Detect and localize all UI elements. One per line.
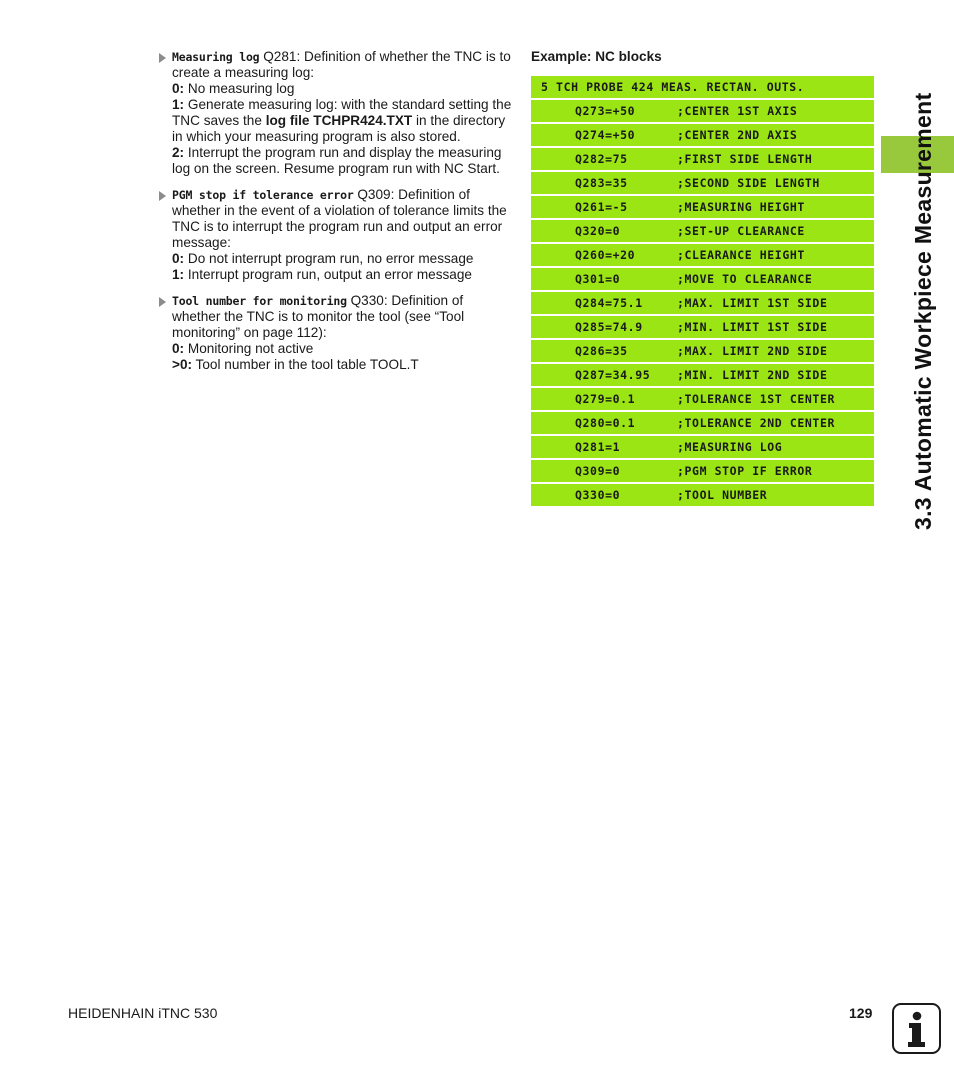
nc-block-row	[531, 100, 874, 122]
nc-comment: ;MOVE TO CLEARANCE	[677, 272, 813, 286]
param-measuring-log	[159, 49, 515, 177]
nc-block-row	[531, 388, 874, 410]
nc-block-row	[531, 220, 874, 242]
param-tool-monitoring	[159, 293, 515, 373]
nc-header-text: 5 TCH PROBE 424 MEAS. RECTAN. OUTS.	[541, 80, 805, 94]
nc-comment: ;TOLERANCE 1ST CENTER	[677, 392, 835, 406]
nc-comment: ;CLEARANCE HEIGHT	[677, 248, 805, 262]
nc-q-value: Q301=0	[575, 272, 621, 286]
param-pgm-stop	[159, 187, 515, 283]
parameter-list	[159, 49, 515, 383]
option-key: 2:	[172, 145, 185, 160]
nc-q-value: Q284=75.1	[575, 296, 643, 310]
nc-q-value: Q285=74.9	[575, 320, 643, 334]
nc-block-row	[531, 340, 874, 362]
bullet-arrow-icon	[159, 297, 166, 307]
nc-comment: ;SET-UP CLEARANCE	[677, 224, 805, 238]
nc-block-header	[531, 76, 874, 98]
nc-block-row	[531, 244, 874, 266]
option-text: Interrupt the program run and display the measuring log on the screen. Resume program run with NC Start.	[172, 145, 502, 176]
option-text: Tool number in the tool table TOOL.T	[192, 357, 419, 372]
nc-comment: ;FIRST SIDE LENGTH	[677, 152, 813, 166]
nc-comment: ;MAX. LIMIT 1ST SIDE	[677, 296, 828, 310]
nc-q-value: Q273=+50	[575, 104, 636, 118]
param-intro: Q309: Definition of whether in the event of a violation of tolerance limits the TNC is to interrupt the program run and output an error message:	[172, 187, 507, 250]
nc-block-row	[531, 460, 874, 482]
example-title: Example: NC blocks	[531, 49, 662, 64]
example-section	[531, 49, 874, 508]
option-text: Generate measuring log: with the standard setting the TNC saves the	[172, 97, 512, 128]
nc-block-row	[531, 436, 874, 458]
option-key: 1:	[172, 97, 185, 112]
nc-q-value: Q282=75	[575, 152, 628, 166]
option-key: >0:	[172, 357, 193, 372]
option-bold-text: log file TCHPR424.TXT	[265, 113, 413, 128]
option-key: 1:	[172, 267, 185, 282]
nc-block-row	[531, 412, 874, 434]
nc-block-row	[531, 124, 874, 146]
nc-comment: ;MIN. LIMIT 1ST SIDE	[677, 320, 828, 334]
nc-block-row	[531, 196, 874, 218]
option-text: No measuring log	[184, 81, 295, 96]
nc-block-row	[531, 268, 874, 290]
nc-comment: ;SECOND SIDE LENGTH	[677, 176, 820, 190]
page-number: 129	[849, 1005, 873, 1021]
nc-comment: ;MIN. LIMIT 2ND SIDE	[677, 368, 828, 382]
param-keyword: Tool number for monitoring	[172, 294, 347, 308]
option-key: 0:	[172, 251, 185, 266]
param-keyword: Measuring log	[172, 50, 260, 64]
nc-q-value: Q309=0	[575, 464, 621, 478]
nc-q-value: Q280=0.1	[575, 416, 636, 430]
nc-q-value: Q320=0	[575, 224, 621, 238]
nc-comment: ;TOLERANCE 2ND CENTER	[677, 416, 835, 430]
nc-q-value: Q286=35	[575, 344, 628, 358]
nc-comment: ;PGM STOP IF ERROR	[677, 464, 813, 478]
nc-q-value: Q281=1	[575, 440, 621, 454]
nc-q-value: Q261=-5	[575, 200, 628, 214]
bullet-arrow-icon	[159, 191, 166, 201]
footer-product-name: HEIDENHAIN iTNC 530	[68, 1005, 218, 1021]
option-text: Do not interrupt program run, no error message	[184, 251, 474, 266]
option-text-after: in the directory in which your measuring program is also stored.	[172, 113, 506, 144]
bullet-arrow-icon	[159, 53, 166, 63]
nc-block-row	[531, 364, 874, 386]
nc-q-value: Q287=34.95	[575, 368, 651, 382]
section-title: 3.3 Automatic Workpiece Measurement	[910, 92, 936, 530]
option-key: 0:	[172, 341, 185, 356]
nc-comment: ;CENTER 2ND AXIS	[677, 128, 798, 142]
nc-block-row	[531, 316, 874, 338]
nc-block-row	[531, 292, 874, 314]
nc-comment: ;CENTER 1ST AXIS	[677, 104, 798, 118]
nc-comment: ;TOOL NUMBER	[677, 488, 768, 502]
info-icon	[892, 1003, 941, 1054]
nc-comment: ;MEASURING LOG	[677, 440, 783, 454]
param-intro: Q281: Definition of whether the TNC is to create a measuring log:	[172, 49, 511, 80]
param-intro: Q330: Definition of whether the TNC is to monitor the tool (see “Tool monitoring” on page 112):	[172, 293, 465, 340]
nc-q-value: Q330=0	[575, 488, 621, 502]
nc-block-row	[531, 484, 874, 506]
nc-q-value: Q260=+20	[575, 248, 636, 262]
param-keyword: PGM stop if tolerance error	[172, 188, 354, 202]
nc-block-row	[531, 148, 874, 170]
option-text: Monitoring not active	[184, 341, 314, 356]
option-key: 0:	[172, 81, 185, 96]
nc-q-value: Q283=35	[575, 176, 628, 190]
nc-comment: ;MEASURING HEIGHT	[677, 200, 805, 214]
nc-q-value: Q279=0.1	[575, 392, 636, 406]
option-text: Interrupt program run, output an error message	[184, 267, 472, 282]
nc-block-row	[531, 172, 874, 194]
nc-q-value: Q274=+50	[575, 128, 636, 142]
nc-comment: ;MAX. LIMIT 2ND SIDE	[677, 344, 828, 358]
